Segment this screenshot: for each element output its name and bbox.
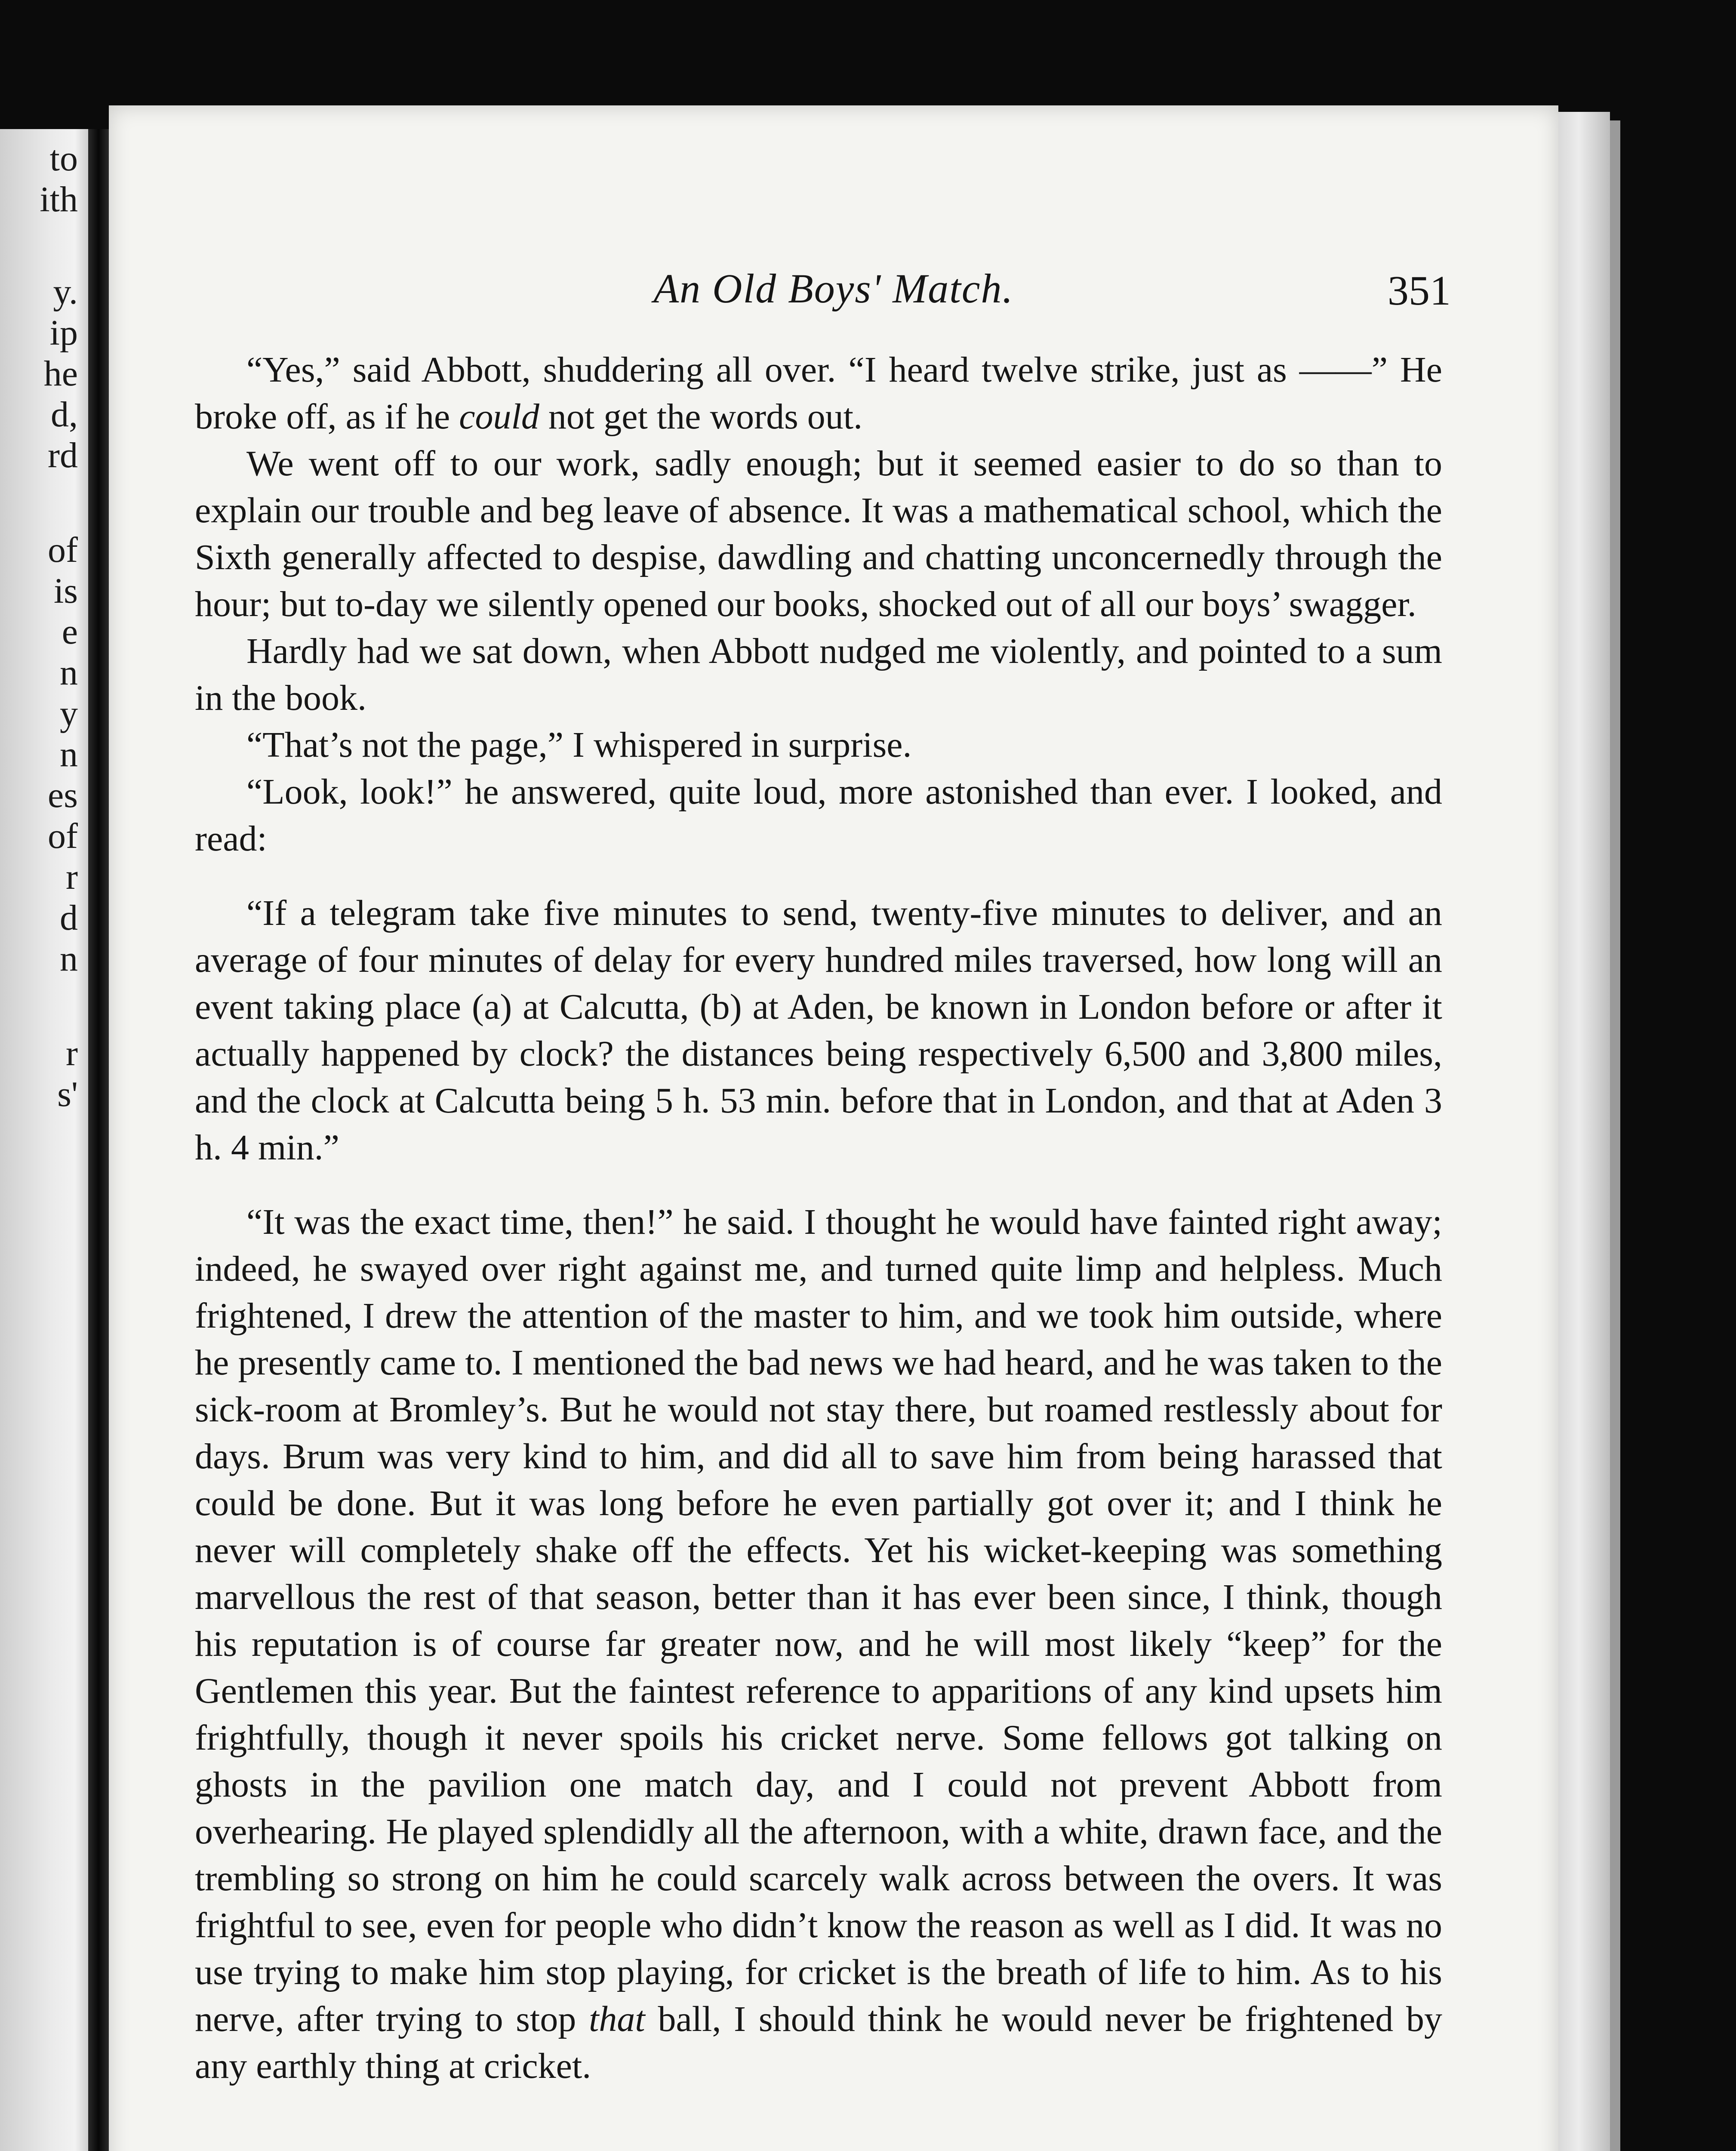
left-page-fragment: n [60, 734, 78, 774]
paragraph-1: “Yes,” said Abbott, shuddering all over. “I heard twelve strike, just as ——” He broke off, as if he could not get the words out. [195, 350, 1442, 437]
left-page-fragment: d, [51, 394, 78, 435]
left-page-fragment: n [60, 653, 78, 693]
left-page-fragment: rd [48, 435, 78, 475]
left-page-fragment: e [62, 612, 78, 652]
left-page-fragment: r [66, 857, 78, 897]
paragraph-2: We went off to our work, sadly enough; but it seemed easier to do so than to explain our trouble and beg leave of absence. It was a mathematical school, which the Sixth generally affected to despise, dawdling and chatting unconcernedly through the hour; but to-day we silently opened our books, shocked out of all our boys’ swagger. [195, 444, 1442, 624]
paragraph-math-problem: “If a telegram take five minutes to send, twenty-five minutes to deliver, and an average of four minutes of delay for every hundred miles traversed, how long will an event taking place (a) at Calcutta, (b) at Aden, be known in London before or after it actually happened by clock? the distances being respectively 6,500 and 3,800 miles, and the clock at Calcutta being 5 h. 53 min. before that in London, and that at Aden 3 h. 4 min.” [195, 893, 1442, 1168]
left-page-fragment: y. [53, 272, 78, 312]
body-text [195, 346, 1442, 2089]
book-page [109, 105, 1558, 2151]
page-number: 351 [1388, 268, 1451, 314]
page-edge [1558, 112, 1610, 2151]
paragraph-3: Hardly had we sat down, when Abbott nudged me violently, and pointed to a sum in the book. [195, 631, 1442, 718]
left-page-fragment: es [48, 775, 78, 815]
left-page-fragment: d [60, 898, 78, 938]
left-page-edge [0, 129, 88, 2151]
left-page-fragment: to [49, 139, 78, 179]
running-head: An Old Boys' Match. [653, 265, 1014, 311]
left-page-fragment: ip [49, 313, 78, 353]
paragraph-5: “Look, look!” he answered, quite loud, more astonished than ever. I looked, and read: [195, 772, 1442, 859]
left-page-fragment: of [48, 816, 78, 856]
left-page-fragment: he [43, 354, 78, 394]
book-gutter [88, 129, 109, 2151]
page-edge-shadow [1610, 120, 1620, 2151]
left-page-fragment: n [60, 939, 78, 979]
left-page-fragment: r [66, 1033, 78, 1073]
left-page-fragment: y [60, 693, 78, 733]
paragraph-4: “That’s not the page,” I whispered in surprise. [246, 725, 912, 765]
left-page-fragment: ith [40, 179, 78, 219]
left-page-fragment: of [48, 530, 78, 570]
left-page-fragment: s' [57, 1074, 78, 1114]
left-page-fragment: is [53, 571, 78, 611]
paragraph-7: “It was the exact time, then!” he said. I thought he would have fainted right away; indeed, he swayed over right against me, and turned quite limp and helpless. Much frightened, I drew the attention of the master to him, and we took him outside, where he presently came to. I mentioned the bad news we had heard, and he was taken to the sick-room at Bromley’s. But he would not stay there, but roamed restlessly about for days. Brum was very kind to him, and did all to save him from being harassed that could be done. But it was long before he even partially got over it; and I think he never will completely shake off the effects. Yet his wicket-keeping was something marvellous the rest of that season, better than it has ever been since, I think, though his reputation is of course far greater now, and he will most likely “keep” for the Gentlemen this year. But the faintest reference to apparitions of any kind upsets him frightfully, though it never spoils his cricket nerve. Some fellows got talking on ghosts in the pavilion one match day, and I could not prevent Abbott from overhearing. He played splendidly all the afternoon, with a white, drawn face, and the trembling so strong on him he could scarcely walk across between the overs. It was frightful to see, even for people who didn’t know the reason as well as I did. It was no use trying to make him stop playing, for cricket is the breath of life to him. As to his nerve, after trying to stop that ball, I should think he would never be frightened by any earthly thing at cricket. [195, 1202, 1442, 2086]
